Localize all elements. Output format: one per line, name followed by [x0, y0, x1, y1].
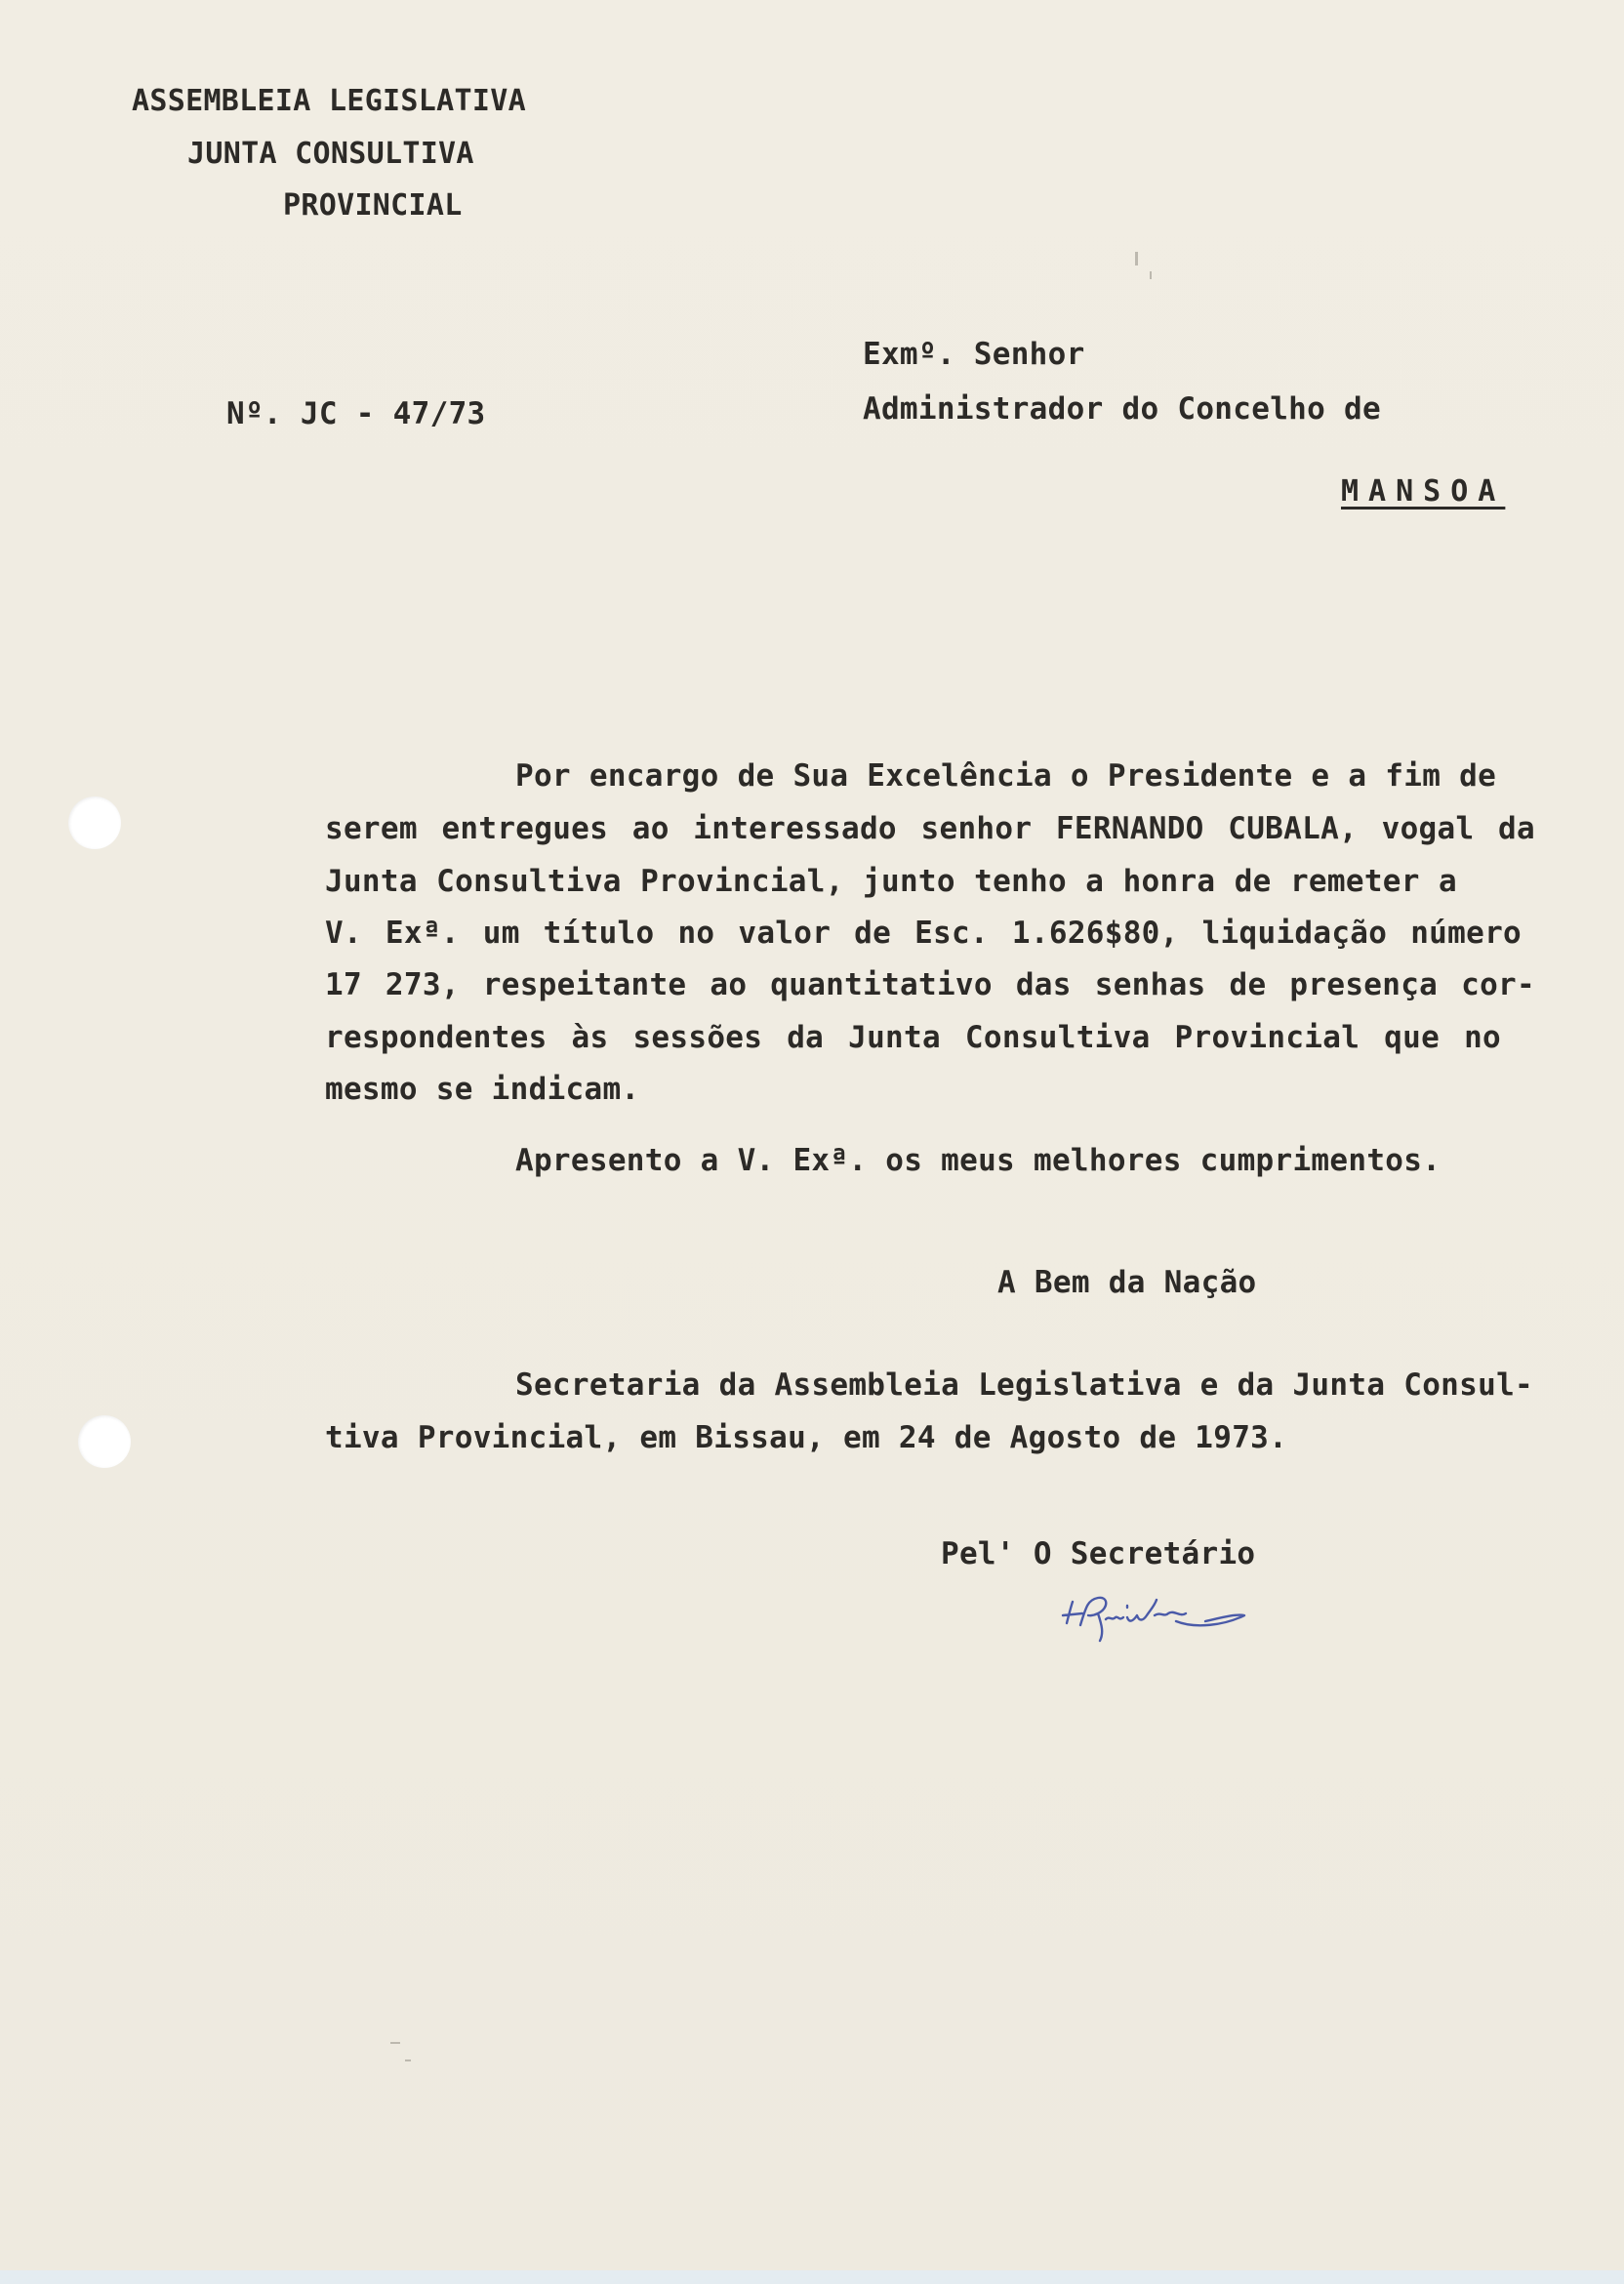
- body-line-5: 17 273, respeitante ao quantitativo das senhas de presença cor-: [325, 967, 1535, 1002]
- punch-hole-bottom: [78, 1415, 131, 1468]
- body-line-2: serem entregues ao interessado senhor FERNANDO CUBALA, vogal da: [325, 811, 1535, 846]
- paper-speck: [1150, 271, 1152, 279]
- punch-hole-top: [68, 796, 121, 849]
- body-line-6: respondentes às sessões da Junta Consultiva Provincial que no: [325, 1020, 1501, 1055]
- addressee-place: MANSOA: [1341, 474, 1506, 509]
- letterhead-line-3: PROVINCIAL: [283, 188, 463, 223]
- paper-speck: [1135, 252, 1138, 265]
- addressee-title: Administrador do Concelho de: [863, 391, 1381, 427]
- paper-speck: [390, 2042, 400, 2044]
- body-line-4: V. Exª. um título no valor de Esc. 1.626$80, liquidação número: [325, 916, 1522, 951]
- paper-speck: [405, 2060, 411, 2061]
- body-line-1: Por encargo de Sua Excelência o Presidente e a fim de: [515, 758, 1497, 794]
- body-line-7: mesmo se indicam.: [325, 1072, 640, 1107]
- signature: [1059, 1586, 1254, 1654]
- signatory-title: Pel' O Secretário: [941, 1536, 1256, 1571]
- reference-number: Nº. JC - 47/73: [226, 396, 486, 431]
- body-paragraph-2: Apresento a V. Exª. os meus melhores cumprimentos.: [515, 1143, 1441, 1178]
- letterhead-line-2: JUNTA CONSULTIVA: [187, 137, 474, 171]
- letterhead-line-1: ASSEMBLEIA LEGISLATIVA: [132, 84, 526, 118]
- place-date-line-2: tiva Provincial, em Bissau, em 24 de Agosto de 1973.: [325, 1420, 1288, 1455]
- addressee-salutation: Exmº. Senhor: [863, 337, 1085, 372]
- scan-edge: [0, 2270, 1624, 2284]
- place-date-line-1: Secretaria da Assembleia Legislativa e da Junta Consul-: [515, 1367, 1533, 1403]
- body-line-3: Junta Consultiva Provincial, junto tenho a honra de remeter a: [325, 864, 1457, 899]
- closing-phrase: A Bem da Nação: [997, 1265, 1257, 1300]
